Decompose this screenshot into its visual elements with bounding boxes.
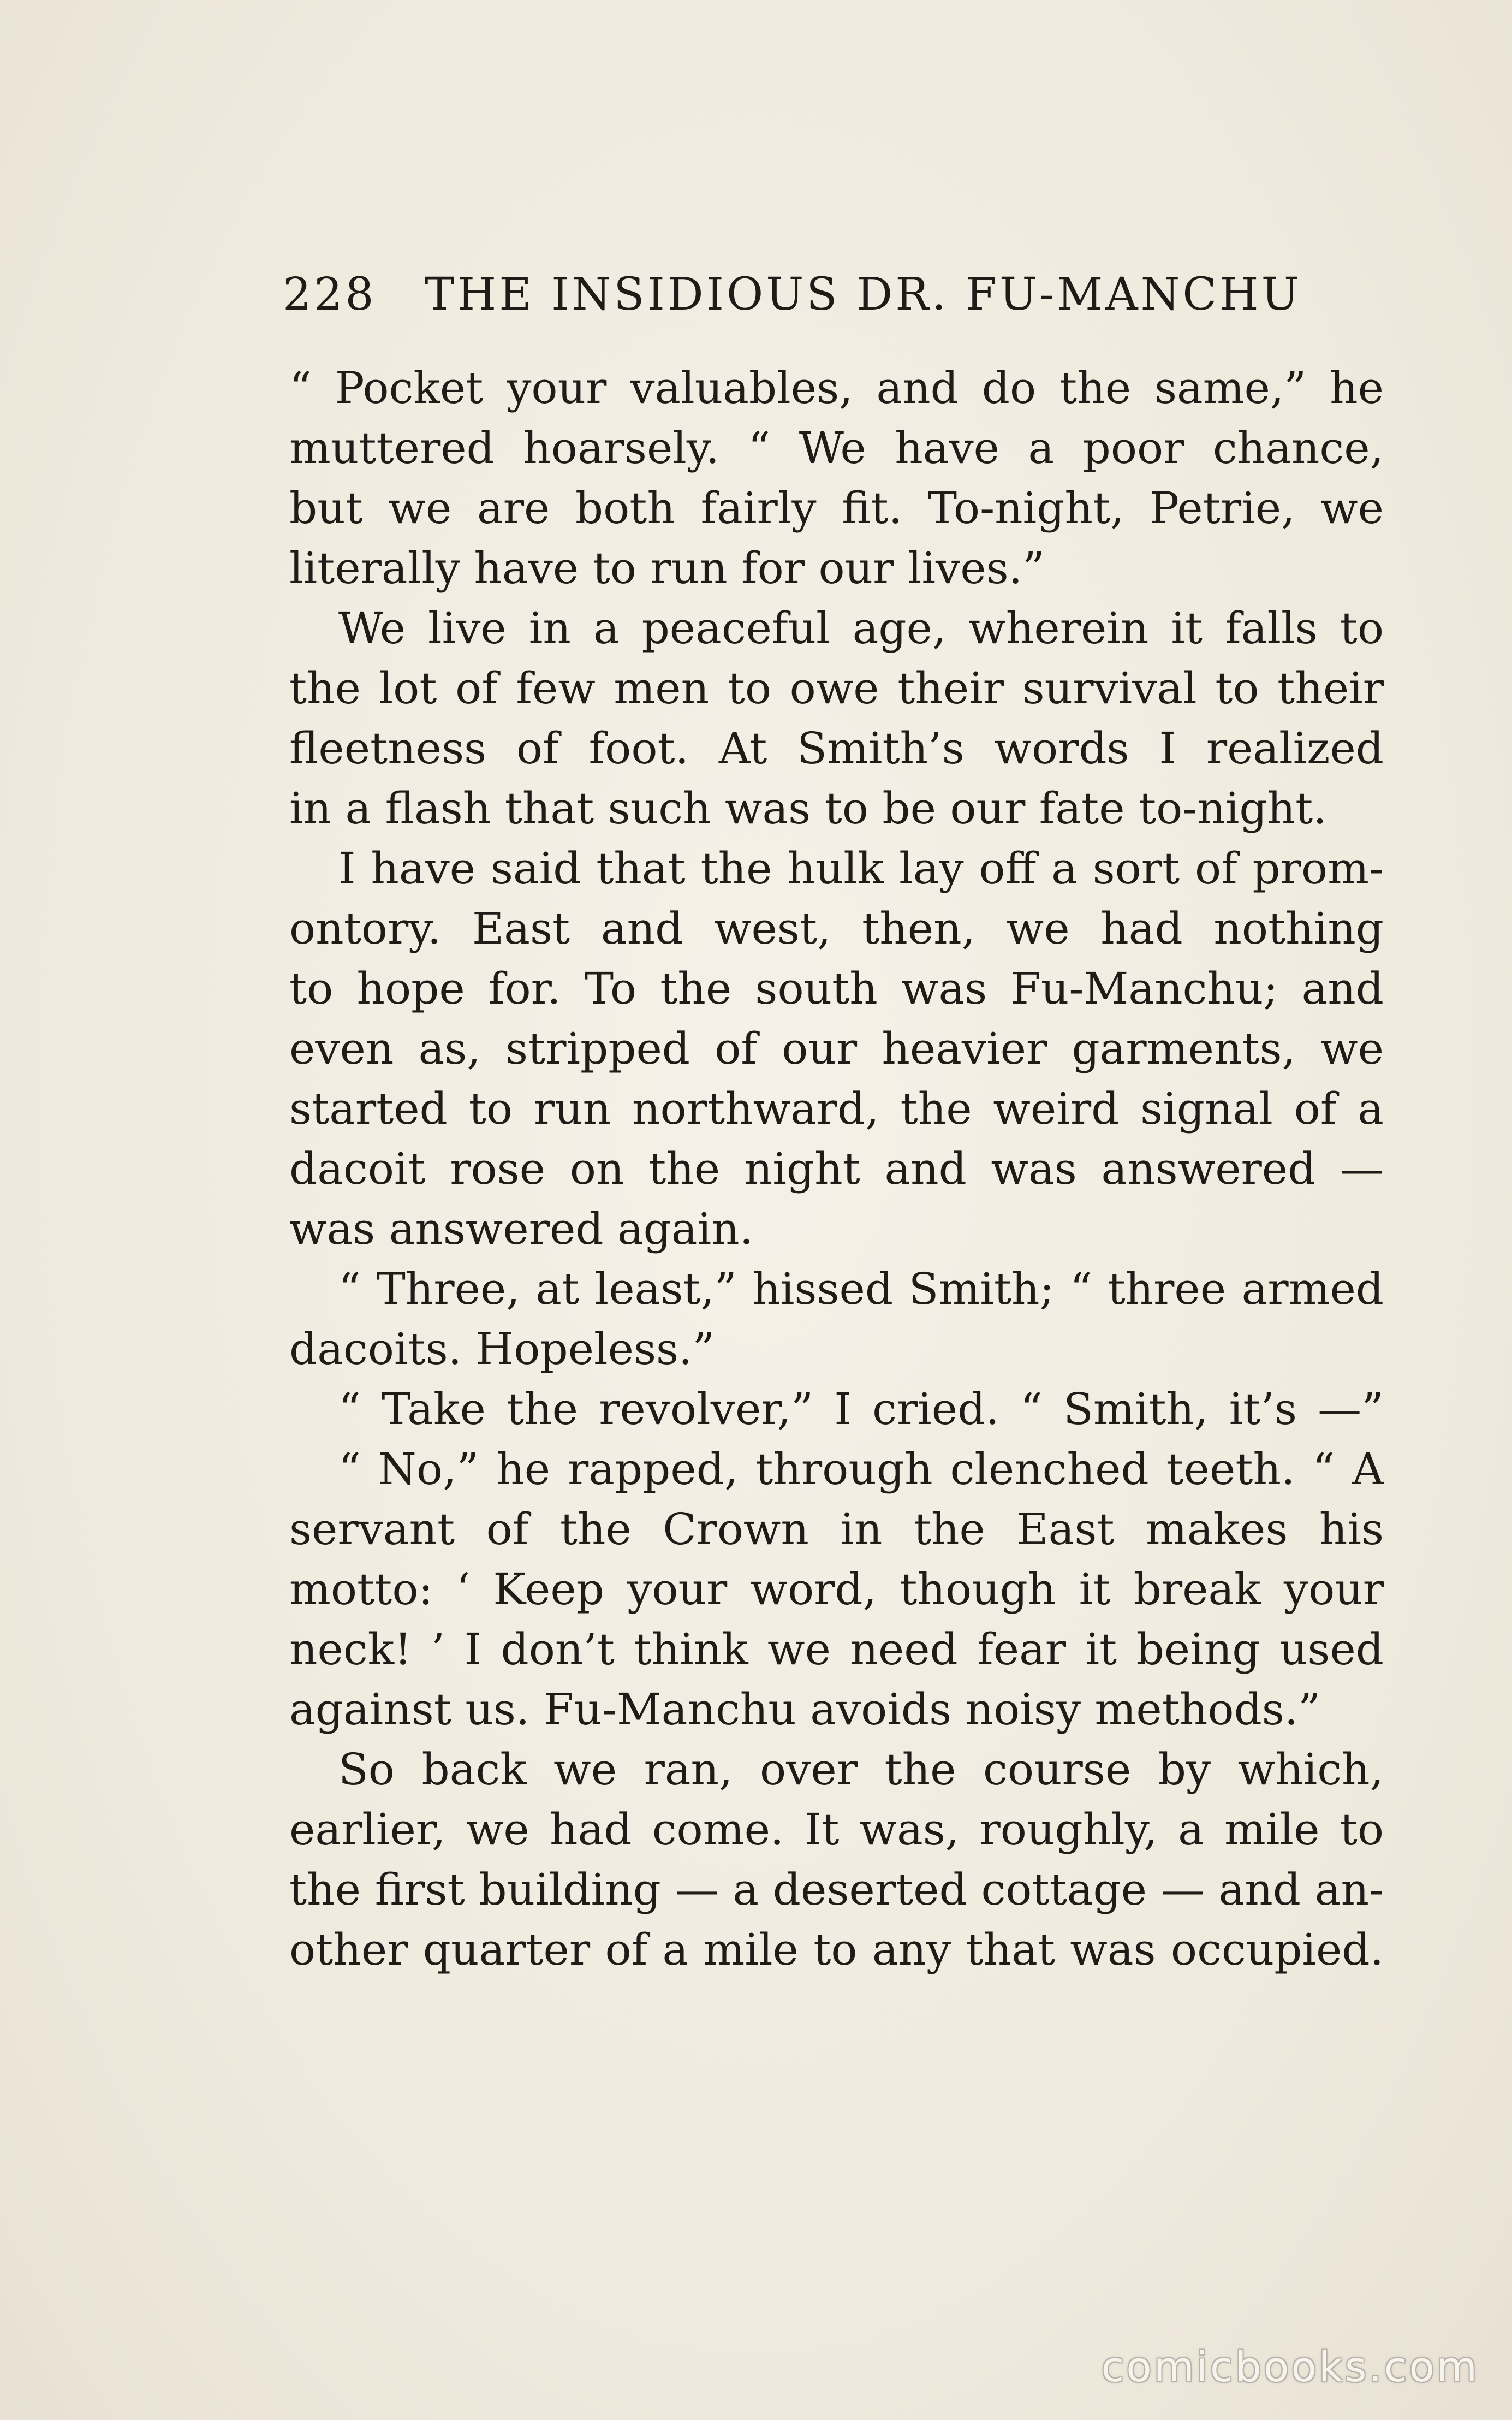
text-line: So back we ran, over the course by which,: [338, 1744, 1384, 1795]
text-line: motto: ‘ Keep your word, though it break your: [289, 1564, 1384, 1615]
text-line: I have said that the hulk lay off a sort of prom-: [338, 843, 1384, 894]
text-line: even as, stripped of our heavier garments, we: [289, 1023, 1384, 1074]
text-line: “ Take the revolver,” I cried. “ Smith, it’s —”: [338, 1384, 1384, 1434]
text-line: servant of the Crown in the East makes his: [289, 1504, 1384, 1555]
text-line: “ Pocket your valuables, and do the same,” he: [289, 363, 1384, 413]
text-line: the lot of few men to owe their survival to their: [289, 663, 1384, 714]
text-line: against us. Fu-Manchu avoids noisy methods.”: [289, 1684, 1321, 1735]
text-line: literally have to run for our lives.”: [289, 543, 1045, 594]
text-line: to hope for. To the south was Fu-Manchu; and: [289, 963, 1384, 1014]
text-line: neck! ’ I don’t think we need fear it being used: [289, 1624, 1384, 1675]
text-line: “ No,” he rapped, through clenched teeth. “ A: [338, 1444, 1384, 1494]
text-line: We live in a peaceful age, wherein it falls to: [338, 603, 1384, 654]
body-text: [289, 358, 1384, 1980]
watermark: comicbooks.com: [1101, 2342, 1479, 2391]
text-line: “ Three, at least,” hissed Smith; “ three armed: [338, 1264, 1384, 1314]
page-number: 228: [283, 269, 377, 321]
text-line: muttered hoarsely. “ We have a poor chance,: [289, 423, 1384, 473]
text-line: ontory. East and west, then, we had nothing: [289, 903, 1384, 954]
text-line: dacoit rose on the night and was answered —: [289, 1143, 1384, 1194]
text-line: earlier, we had come. It was, roughly, a mile to: [289, 1804, 1384, 1855]
text-line: but we are both fairly fit. To-night, Petrie, we: [289, 483, 1384, 533]
text-line: was answered again.: [289, 1203, 754, 1254]
text-line: fleetness of foot. At Smith’s words I realized: [289, 723, 1384, 774]
running-head: THE INSIDIOUS DR. FU-MANCHU: [425, 269, 1302, 321]
text-line: dacoits. Hopeless.”: [289, 1324, 715, 1374]
text-line: the first building — a deserted cottage — and an-: [289, 1864, 1384, 1915]
text-line: other quarter of a mile to any that was occupied.: [289, 1924, 1384, 1975]
text-line: started to run northward, the weird signal of a: [289, 1083, 1384, 1134]
page-header: [283, 269, 1320, 329]
text-line: in a flash that such was to be our fate to-night.: [289, 783, 1327, 834]
